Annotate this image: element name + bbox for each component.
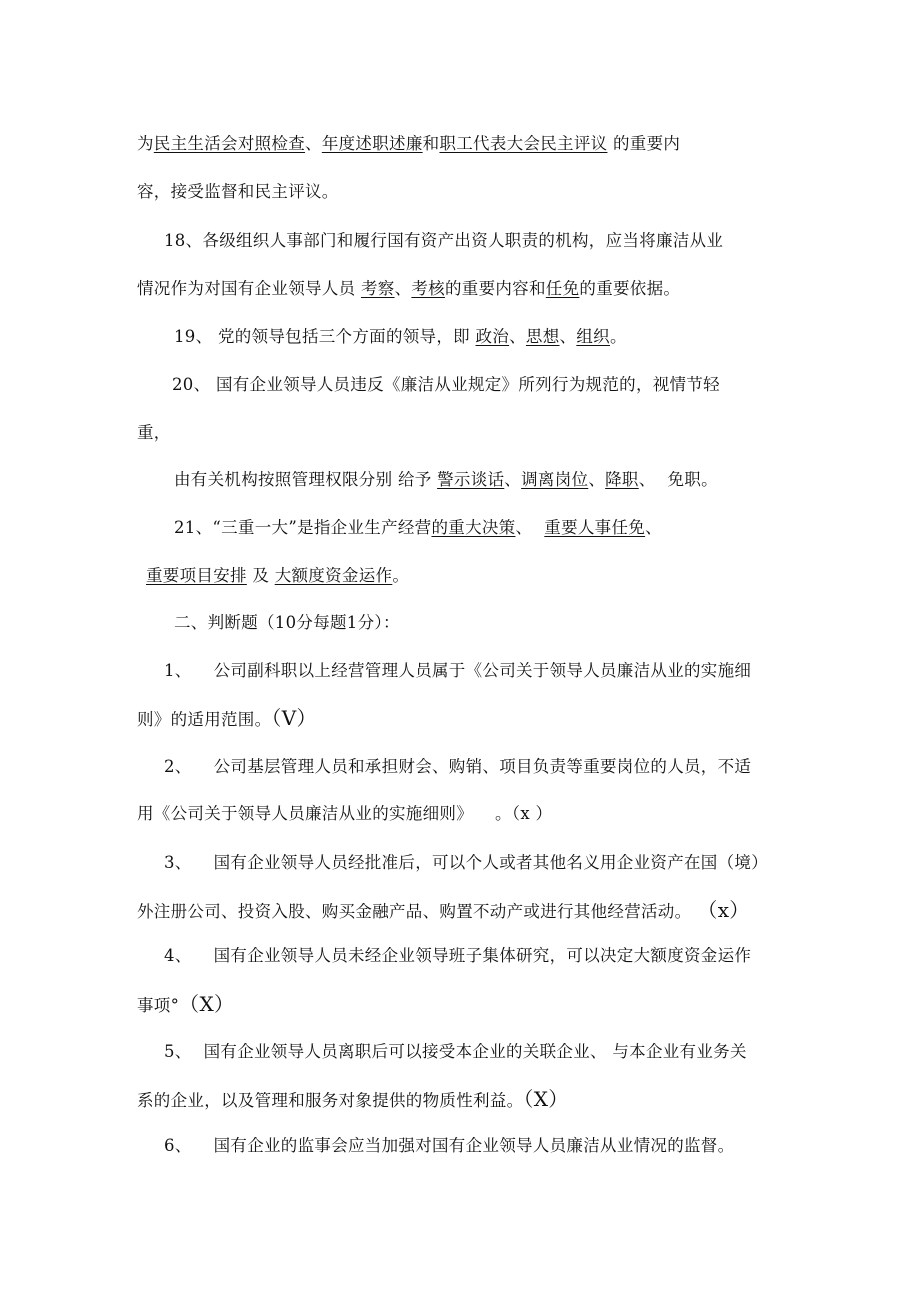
judgment-6 [164, 1135, 734, 1157]
question-20: 20、 国有企业领导人员违反《廉洁从业规定》所列行为规范的，视情节轻 [172, 375, 720, 394]
text-segment: 国有企业领导人员未经企业领导班子集体研究，可以决定大额度资金运作 [213, 946, 752, 965]
text-line-13 [137, 707, 317, 731]
answer-blank: 民主生活会对照检查 [153, 134, 306, 153]
judgment-4 [164, 945, 751, 967]
text-segment: 事项° [137, 996, 180, 1015]
text-segment: 为 [137, 134, 154, 153]
text-segment: 、 [394, 279, 412, 298]
question-18: 18、各级组织人事部门和履行国有资产出资人职责的机构，应当将廉洁从业 [164, 231, 724, 250]
question-number: 4、 [164, 946, 192, 965]
text-segment: 、 [638, 470, 656, 489]
answer-mark: （x） [697, 898, 750, 922]
text-segment: 、 [509, 327, 526, 346]
answer-mark: （X） [523, 1087, 569, 1111]
text-segment: 系的企业，以及管理和服务对象提供的物质性利益。 [137, 1091, 524, 1110]
judgment-3 [164, 852, 768, 874]
text-line-4 [137, 278, 680, 300]
text-segment: 、 [504, 470, 522, 489]
question-number: 1、 [164, 661, 192, 680]
answer-blank: 调离岗位 [521, 470, 589, 489]
text-line-7: 重， [137, 423, 171, 442]
section-heading: 二、判断题（10分每题1分）： [174, 613, 400, 632]
text-segment: 和 [422, 134, 440, 153]
text-segment: 用《公司关于领导人员廉洁从业的实施细则》 [137, 804, 473, 823]
text-segment: 外注册公司、投资入股、购买金融产品、购置不动产或进行其他经营活动。 [137, 902, 692, 921]
question-number: 2、 [164, 757, 192, 776]
text-segment: 及 [246, 566, 275, 585]
question-number: 6、 [164, 1136, 192, 1155]
text-segment: 、 [515, 518, 533, 537]
answer-blank: 重要项目安排 [146, 566, 247, 585]
text-segment: 国有企业的监事会应当加强对国有企业领导人员廉洁从业情况的监督。 [213, 1136, 735, 1155]
judgment-5 [164, 1041, 747, 1063]
text-line-15 [137, 803, 552, 825]
text-segment: 情况作为对国有企业领导人员 [137, 279, 361, 298]
answer-blank: 职工代表大会民主评议 [439, 134, 608, 153]
text-line-17 [137, 899, 750, 923]
text-segment: 。 [609, 327, 627, 346]
text-segment: 19、 党的领导包括三个方面的领导，即 [174, 327, 476, 346]
question-number: 3、 [164, 853, 192, 872]
answer-mark: （V） [271, 706, 317, 730]
answer-blank: 思想 [525, 327, 560, 346]
text-segment: 的重要内 [607, 134, 681, 153]
answer-blank: 组织 [576, 327, 610, 346]
answer-blank: 政治 [475, 327, 510, 346]
answer-blank: 警示谈话 [437, 470, 505, 489]
text-segment: 公司副科职以上经营管理人员属于《公司关于领导人员廉洁从业的实施细 [213, 661, 752, 680]
text-line-19 [137, 993, 234, 1017]
answer-mark: （X） [179, 992, 235, 1016]
question-number: 5、 [164, 1042, 192, 1061]
text-line-10 [146, 565, 409, 587]
text-line-1 [137, 133, 680, 155]
answer-blank: 年度述职述廉 [321, 134, 423, 153]
answer-blank: 大额度资金运作 [274, 566, 393, 585]
text-segment: 的重要依据。 [579, 279, 681, 298]
text-segment: 21、“三重一大”是指企业生产经营 [174, 518, 432, 537]
answer-blank: 的重大决策 [431, 518, 516, 537]
text-segment: 国有企业领导人员经批准后，可以个人或者其他名义用企业资产在国（境） [213, 853, 769, 872]
answer-blank: 降职 [605, 470, 639, 489]
text-segment: 。 [392, 566, 410, 585]
text-segment: 由有关机构按照管理权限分别 给予 [174, 470, 438, 489]
text-segment: 的重要内容和 [444, 279, 546, 298]
answer-blank: 考察 [360, 279, 395, 298]
text-line-2: 容，接受监督和民主评议。 [137, 182, 339, 201]
text-segment: 、 [559, 327, 577, 346]
text-line-8 [174, 469, 718, 491]
question-21 [174, 517, 662, 539]
text-segment: 则》的适用范围。 [137, 710, 272, 729]
answer-blank: 任免 [545, 279, 580, 298]
judgment-2 [164, 756, 751, 778]
text-segment: 、 [588, 470, 606, 489]
question-19 [174, 326, 627, 348]
answer-blank: 重要人事任免 [544, 518, 646, 537]
text-line-21 [137, 1088, 569, 1112]
text-segment: 、 [305, 134, 322, 153]
text-segment: 免职。 [667, 470, 718, 489]
text-segment: 公司基层管理人员和承担财会、购销、项目负责等重要岗位的人员，不适 [213, 757, 752, 776]
text-segment: 、 [645, 518, 662, 537]
text-segment: 国有企业领导人员离职后可以接受本企业的关联企业、 与本企业有业务关 [203, 1042, 747, 1061]
answer-mark: 。（x ） [495, 804, 553, 823]
answer-blank: 考核 [411, 279, 445, 298]
judgment-1 [164, 660, 751, 682]
